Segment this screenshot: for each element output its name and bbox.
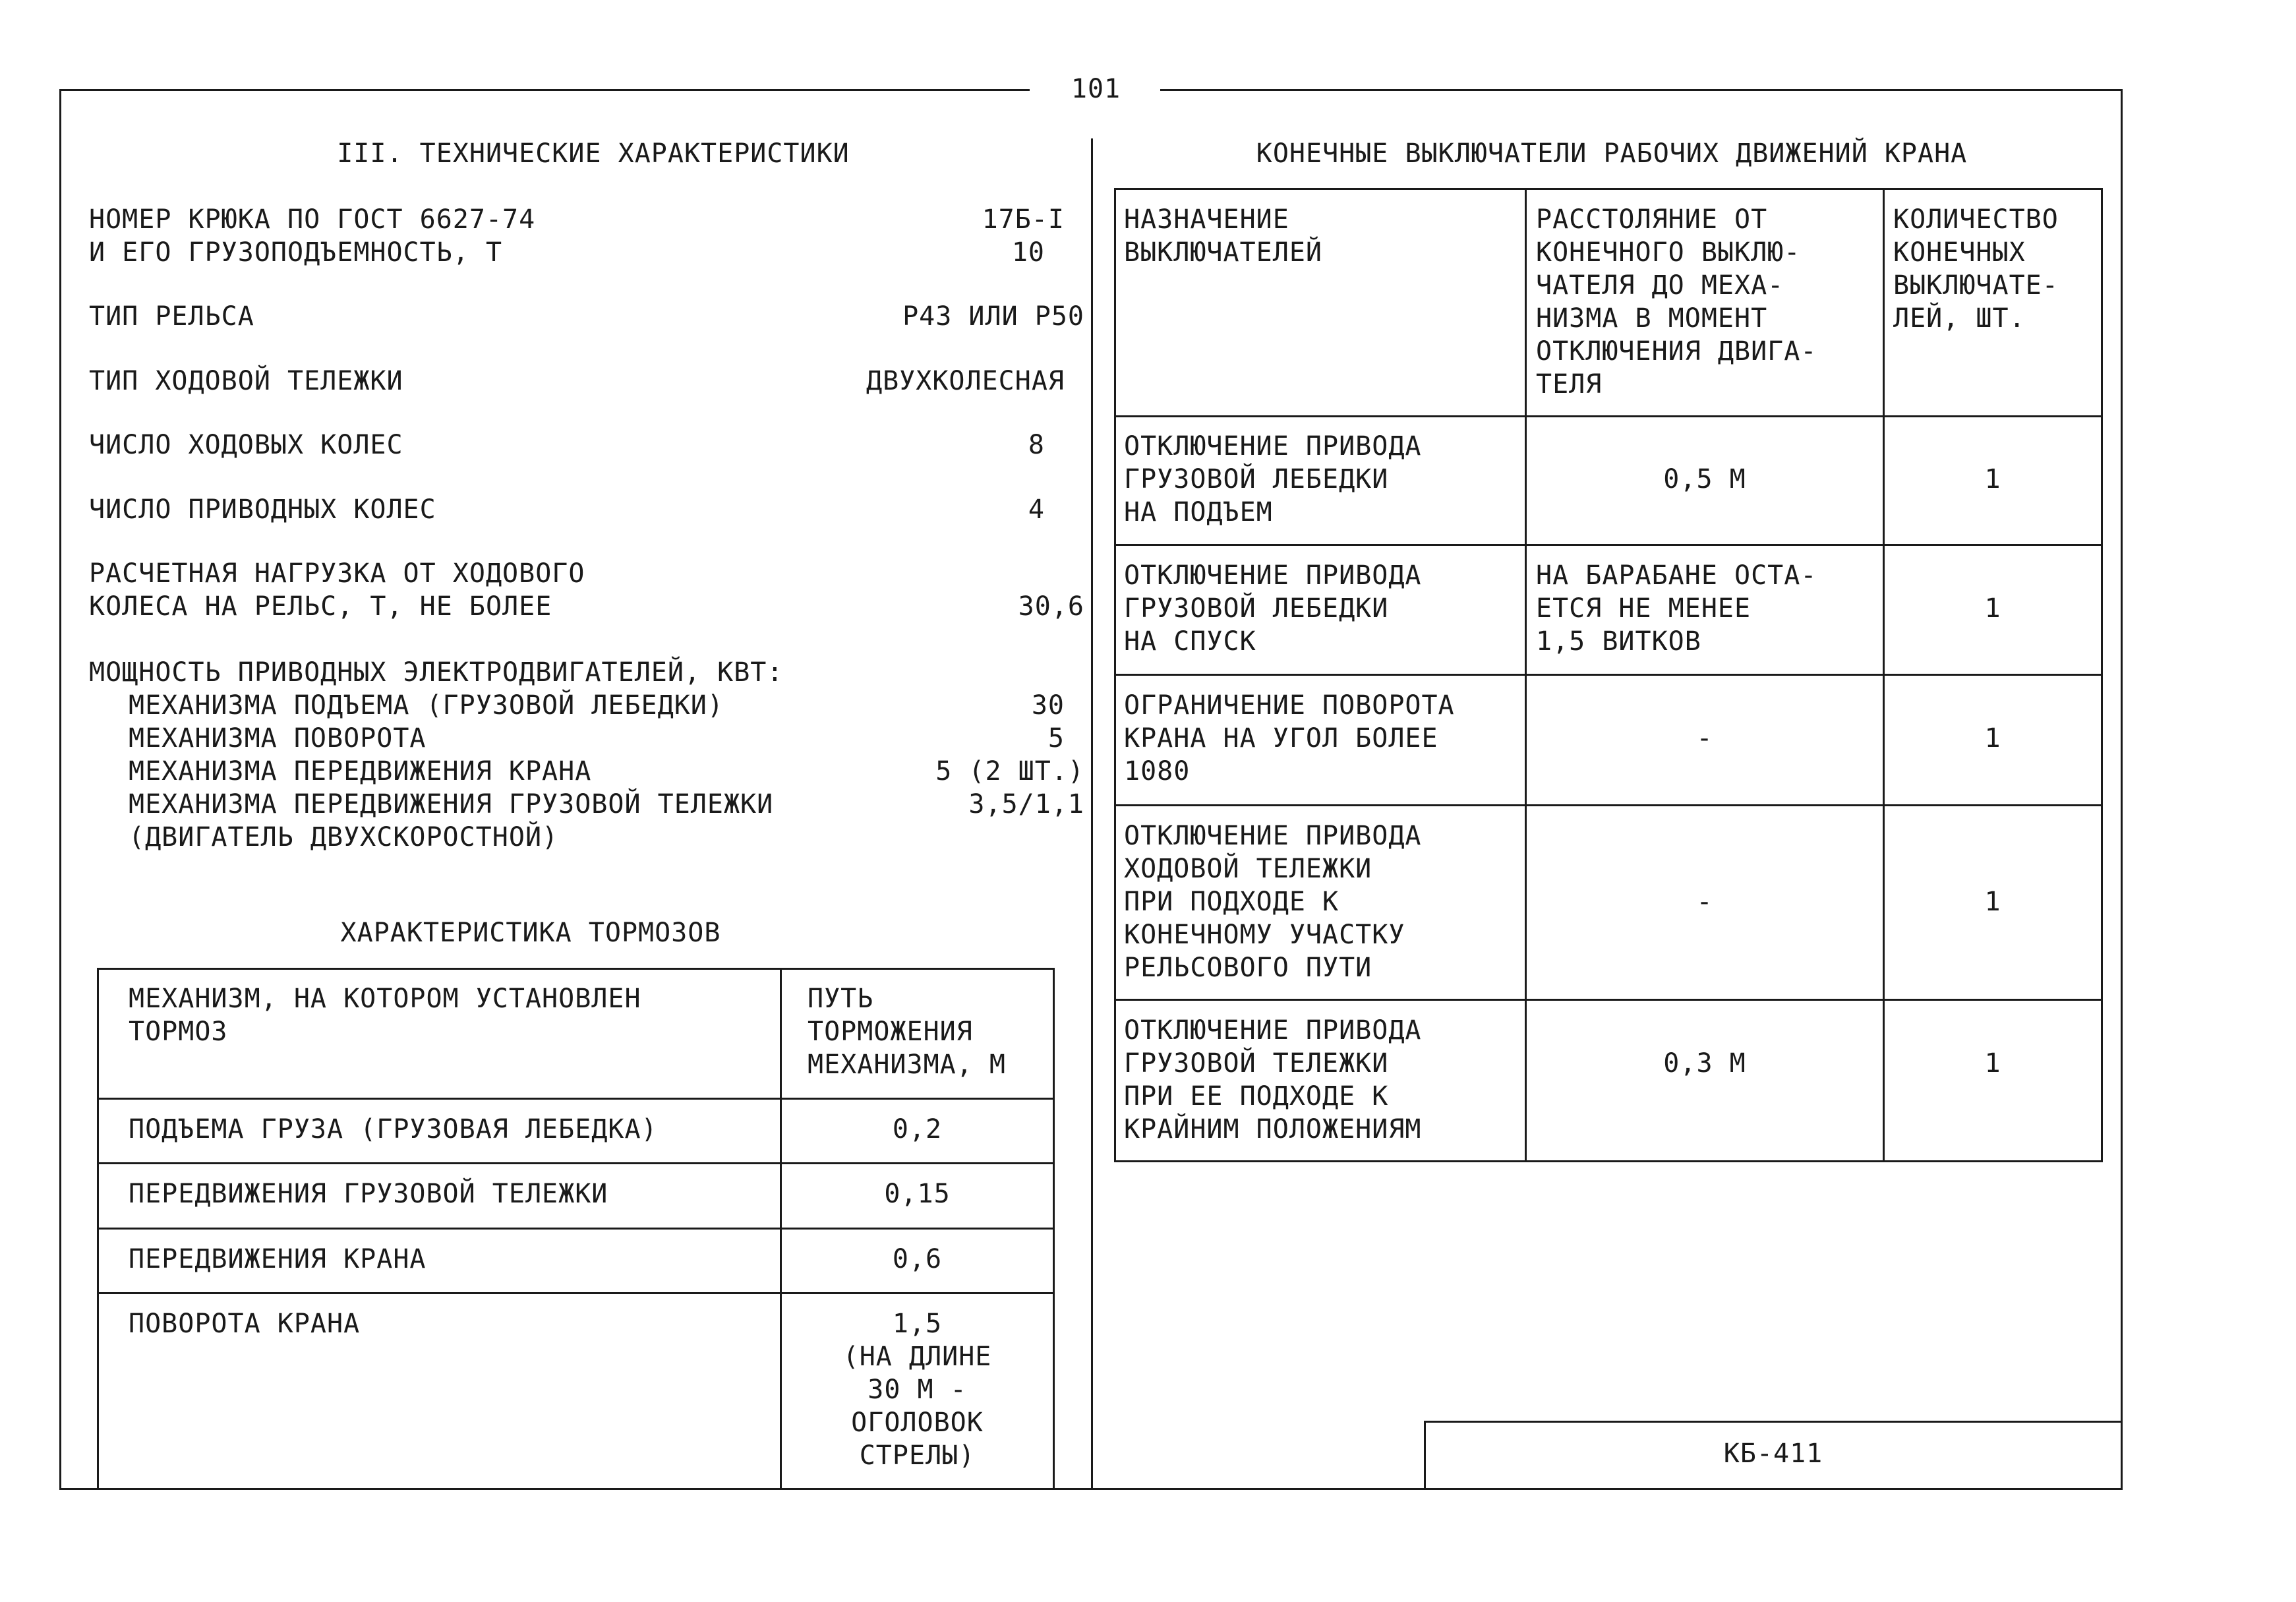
switches-table-line-2 [1114,544,2103,546]
switches-row-3-purpose: ОГРАНИЧЕНИЕ ПОВОРОТА КРАНА НА УГОЛ БОЛЕЕ 1080 [1124,690,1455,786]
switches-table-left [1114,188,1116,1162]
brakes-row-trolley-value: 0,15 [884,1179,951,1209]
switches-table-right [2101,188,2103,1162]
spec-label-load-2: КОЛЕСА НА РЕЛЬС, Т, НЕ БОЛЕЕ [89,591,552,622]
switches-row-2-distance: НА БАРАБАНЕ ОСТА- ЕТСЯ НЕ МЕНЕЕ 1,5 ВИТКОВ [1536,560,1817,657]
frame-left [59,89,61,1490]
switches-row-2-count: 1 [1984,593,2001,624]
switches-table-col-1 [1525,188,1527,1162]
brakes-table-right [1053,968,1055,1489]
brakes-row-trolley-label: ПЕРЕДВИЖЕНИЯ ГРУЗОВОЙ ТЕЛЕЖКИ [129,1179,608,1209]
switches-row-1-purpose: ОТКЛЮЧЕНИЕ ПРИВОДА ГРУЗОВОЙ ЛЕБЕДКИ НА ПОДЪЕМ [1124,431,1422,527]
switches-table-line-4 [1114,804,2103,806]
switches-row-5-purpose: ОТКЛЮЧЕНИЕ ПРИВОДА ГРУЗОВОЙ ТЕЛЕЖКИ ПРИ ЕЕ ПОДХОДЕ К КРАЙНИМ ПОЛОЖЕНИЯМ [1124,1015,1422,1144]
switches-table-bottom [1114,1160,2103,1162]
power-value-slew: 5 [1047,723,1065,754]
page-number: 101 [1071,74,1121,104]
switches-row-3-distance: - [1696,723,1713,754]
spec-value-hook: 17Б-I [982,204,1065,235]
spec-value-drive-wheels: 4 [1028,494,1045,525]
brakes-row-slew-label: ПОВОРОТА КРАНА [129,1309,361,1339]
brakes-header-mechanism: МЕХАНИЗМ, НА КОТОРОМ УСТАНОВЛЕН ТОРМОЗ [129,984,641,1047]
brakes-table-left [97,968,99,1489]
switches-row-2-purpose: ОТКЛЮЧЕНИЕ ПРИВОДА ГРУЗОВОЙ ЛЕБЕДКИ НА СПУСК [1124,560,1422,657]
spec-label-rail: ТИП РЕЛЬСА [89,301,254,332]
power-label-trolley: МЕХАНИЗМА ПЕРЕДВИЖЕНИЯ ГРУЗОВОЙ ТЕЛЕЖКИ [129,789,774,819]
switches-table-col-2 [1883,188,1885,1162]
brakes-table-line-4 [97,1292,1055,1294]
switches-row-3-count: 1 [1984,723,2001,754]
center-divider [1091,138,1093,1490]
spec-label-drive-wheels: ЧИСЛО ПРИВОДНЫХ КОЛЕС [89,494,436,525]
stamp-code: КБ-411 [1723,1439,1823,1469]
brakes-table-line-1 [97,1098,1055,1100]
switches-table-line-3 [1114,674,2103,676]
brakes-table-line-2 [97,1162,1055,1164]
switches-row-4-purpose: ОТКЛЮЧЕНИЕ ПРИВОДА ХОДОВОЙ ТЕЛЕЖКИ ПРИ ПОДХОДЕ К КОНЕЧНОМУ УЧАСТКУ РЕЛЬСОВОГО ПУТИ [1124,821,1422,983]
switches-row-4-count: 1 [1984,887,2001,917]
frame-right [2121,89,2123,1490]
frame-top-left [61,89,1030,91]
section-title-technical: III. ТЕХНИЧЕСКИЕ ХАРАКТЕРИСТИКИ [337,138,850,169]
power-label-travel: МЕХАНИЗМА ПЕРЕДВИЖЕНИЯ КРАНА [129,756,592,786]
brakes-row-slew-value: 1,5 (НА ДЛИНЕ 30 М - ОГОЛОВОК СТРЕЛЫ) [842,1309,992,1471]
brakes-row-hoist-label: ПОДЪЕМА ГРУЗА (ГРУЗОВАЯ ЛЕБЕДКА) [129,1114,658,1144]
brakes-header-distance: ПУТЬ ТОРМОЖЕНИЯ МЕХАНИЗМА, М [808,984,1006,1080]
brakes-table-top [97,968,1055,970]
switches-row-4-distance: - [1696,887,1713,917]
brakes-row-crane-label: ПЕРЕДВИЖЕНИЯ КРАНА [129,1244,427,1274]
switches-row-5-distance: 0,3 М [1663,1048,1746,1079]
switches-header-count: КОЛИЧЕСТВО КОНЕЧНЫХ ВЫКЛЮЧАТЕ- ЛЕЙ, ШТ. [1893,204,2059,334]
switches-table-line-5 [1114,999,2103,1001]
power-label-motor-note: (ДВИГАТЕЛЬ ДВУХСКОРОСТНОЙ) [129,822,559,852]
spec-label-bogie: ТИП ХОДОВОЙ ТЕЛЕЖКИ [89,366,403,396]
power-heading: МОЩНОСТЬ ПРИВОДНЫХ ЭЛЕКТРОДВИГАТЕЛЕЙ, КВТ: [89,657,784,688]
brakes-row-crane-value: 0,6 [892,1244,943,1274]
frame-top-right [1160,89,2123,91]
spec-value-wheels: 8 [1028,430,1045,460]
spec-value-capacity: 10 [1011,237,1045,268]
switches-row-1-distance: 0,5 М [1663,464,1746,494]
brakes-table-line-3 [97,1228,1055,1230]
spec-value-rail: Р43 ИЛИ Р50 [902,301,1084,332]
spec-label-load-1: РАСЧЕТНАЯ НАГРУЗКА ОТ ХОДОВОГО [89,558,585,589]
stamp-box-top [1424,1421,2123,1423]
power-value-trolley: 3,5/1,1 [968,789,1084,819]
switches-row-5-count: 1 [1984,1048,2001,1079]
power-label-hoist: МЕХАНИЗМА ПОДЪЕМА (ГРУЗОВОЙ ЛЕБЕДКИ) [129,690,724,721]
switches-table-line-1 [1114,415,2103,417]
brakes-row-hoist-value: 0,2 [892,1114,943,1144]
spec-label-hook: НОМЕР КРЮКА ПО ГОСТ 6627-74 [89,204,536,235]
spec-label-capacity: И ЕГО ГРУЗОПОДЪЕМНОСТЬ, Т [89,237,503,268]
power-value-hoist: 30 [1031,690,1065,721]
switches-header-purpose: НАЗНАЧЕНИЕ ВЫКЛЮЧАТЕЛЕЙ [1124,204,1322,268]
power-label-slew: МЕХАНИЗМА ПОВОРОТА [129,723,427,754]
spec-value-load: 30,6 [1018,591,1084,622]
switches-row-1-count: 1 [1984,464,2001,494]
spec-value-bogie: ДВУХКОЛЕСНАЯ [866,366,1065,396]
spec-label-wheels: ЧИСЛО ХОДОВЫХ КОЛЕС [89,430,403,460]
section-title-switches: КОНЕЧНЫЕ ВЫКЛЮЧАТЕЛИ РАБОЧИХ ДВИЖЕНИЙ КРАНА [1256,138,1968,169]
power-value-travel: 5 (2 ШТ.) [935,756,1084,786]
brakes-title: ХАРАКТЕРИСТИКА ТОРМОЗОВ [340,918,721,948]
switches-header-distance: РАССТОЛЯНИЕ ОТ КОНЕЧНОГО ВЫКЛЮ- ЧАТЕЛЯ ДО МЕХА- НИЗМА В МОМЕНТ ОТКЛЮЧЕНИЯ ДВИГА- ТЕЛЯ [1536,204,1817,400]
switches-table-top [1114,188,2103,190]
